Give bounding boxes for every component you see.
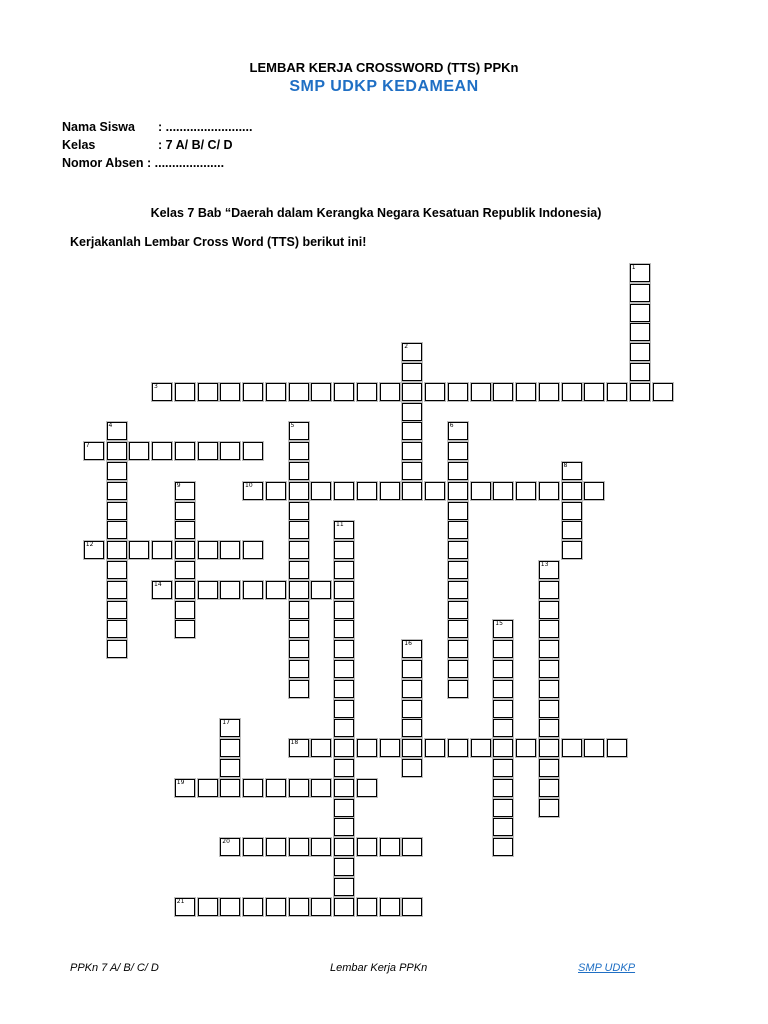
crossword-cell[interactable] xyxy=(630,383,650,401)
crossword-cell[interactable] xyxy=(402,898,422,916)
crossword-cell[interactable] xyxy=(630,284,650,302)
crossword-cell[interactable] xyxy=(539,620,559,638)
crossword-cell[interactable] xyxy=(380,838,400,856)
crossword-cell[interactable] xyxy=(516,383,536,401)
crossword-cell[interactable] xyxy=(289,561,309,579)
crossword-cell[interactable] xyxy=(630,323,650,341)
clue-number: 9 xyxy=(176,481,181,489)
crossword-cell[interactable] xyxy=(334,640,354,658)
crossword-cell[interactable] xyxy=(357,898,377,916)
crossword-cell[interactable] xyxy=(539,482,559,500)
crossword-cell[interactable] xyxy=(562,502,582,520)
crossword-cell[interactable] xyxy=(493,739,513,757)
crossword-cell[interactable] xyxy=(175,561,195,579)
footer-center: Lembar Kerja PPKn xyxy=(330,962,428,974)
crossword-cell[interactable] xyxy=(198,442,218,460)
clue-number: 6 xyxy=(449,422,454,430)
crossword-cell[interactable] xyxy=(539,719,559,737)
crossword-cell[interactable] xyxy=(289,660,309,678)
crossword-cell[interactable] xyxy=(289,898,309,916)
crossword-cell[interactable] xyxy=(402,343,422,361)
crossword-cell[interactable] xyxy=(562,541,582,559)
crossword-cell[interactable] xyxy=(402,363,422,381)
crossword-cell[interactable] xyxy=(152,541,172,559)
crossword-cell[interactable] xyxy=(289,620,309,638)
crossword-cell[interactable] xyxy=(516,739,536,757)
crossword-cell[interactable] xyxy=(607,739,627,757)
crossword-cell[interactable] xyxy=(402,640,422,658)
crossword-cell[interactable] xyxy=(243,779,263,797)
crossword-cell[interactable] xyxy=(380,482,400,500)
crossword-cell[interactable] xyxy=(630,343,650,361)
crossword-cell[interactable] xyxy=(243,442,263,460)
student-name-label: Nama Siswa xyxy=(62,120,135,134)
crossword-cell[interactable] xyxy=(357,739,377,757)
crossword-cell[interactable] xyxy=(266,779,286,797)
crossword-cell[interactable] xyxy=(107,601,127,619)
crossword-cell[interactable] xyxy=(175,482,195,500)
clue-number: 17 xyxy=(222,719,230,727)
clue-number: 16 xyxy=(404,640,412,648)
crossword-cell[interactable] xyxy=(448,640,468,658)
crossword-cell[interactable] xyxy=(220,581,240,599)
student-name-value: : ......................... xyxy=(158,120,253,134)
crossword-cell[interactable] xyxy=(448,541,468,559)
clue-number: 11 xyxy=(336,521,344,529)
crossword-cell[interactable] xyxy=(220,838,240,856)
crossword-cell[interactable] xyxy=(289,383,309,401)
clue-number: 1 xyxy=(631,264,636,271)
crossword-cell[interactable] xyxy=(448,581,468,599)
crossword-cell[interactable] xyxy=(84,442,104,460)
crossword-cell[interactable] xyxy=(562,462,582,480)
crossword-cell[interactable] xyxy=(471,739,491,757)
crossword-cell[interactable] xyxy=(471,482,491,500)
crossword-cell[interactable] xyxy=(380,739,400,757)
crossword-cell[interactable] xyxy=(289,640,309,658)
crossword-cell[interactable] xyxy=(311,838,331,856)
crossword-cell[interactable] xyxy=(107,521,127,539)
crossword-cell[interactable] xyxy=(334,660,354,678)
crossword-cell[interactable] xyxy=(289,502,309,520)
clue-number: 14 xyxy=(154,580,162,588)
crossword-cell[interactable] xyxy=(220,779,240,797)
crossword-cell[interactable] xyxy=(493,383,513,401)
clue-number: 3 xyxy=(154,382,158,390)
crossword-cell[interactable] xyxy=(289,462,309,480)
crossword-cell[interactable] xyxy=(493,640,513,658)
crossword-cell[interactable] xyxy=(266,581,286,599)
crossword-cell[interactable] xyxy=(334,561,354,579)
crossword-cell[interactable] xyxy=(630,304,650,322)
crossword-cell[interactable] xyxy=(539,660,559,678)
crossword-cell[interactable] xyxy=(402,660,422,678)
crossword-cell[interactable] xyxy=(334,680,354,698)
crossword-cell[interactable] xyxy=(289,680,309,698)
crossword-cell[interactable] xyxy=(425,383,445,401)
crossword-cell[interactable] xyxy=(311,779,331,797)
crossword-cell[interactable] xyxy=(289,442,309,460)
crossword-cell[interactable] xyxy=(402,759,422,777)
student-name-row xyxy=(62,120,252,134)
crossword-cell[interactable] xyxy=(402,482,422,500)
crossword-cell[interactable] xyxy=(584,383,604,401)
crossword-cell[interactable] xyxy=(539,739,559,757)
crossword-cell[interactable] xyxy=(175,383,195,401)
crossword-cell[interactable] xyxy=(448,660,468,678)
clue-number: 18 xyxy=(290,739,299,747)
crossword-cell[interactable] xyxy=(220,898,240,916)
crossword-cell[interactable] xyxy=(198,898,218,916)
clue-number: 19 xyxy=(176,778,185,786)
crossword-cell[interactable] xyxy=(402,442,422,460)
crossword-cell[interactable] xyxy=(175,620,195,638)
crossword-cell[interactable] xyxy=(289,521,309,539)
crossword-cell[interactable] xyxy=(516,482,536,500)
crossword-cell[interactable] xyxy=(493,700,513,718)
clue-number: 2 xyxy=(404,343,409,351)
clue-number: 10 xyxy=(245,481,253,489)
crossword-cell[interactable] xyxy=(334,799,354,817)
crossword-cell[interactable] xyxy=(243,898,263,916)
crossword-cell[interactable] xyxy=(107,541,127,559)
crossword-cell[interactable] xyxy=(630,264,650,282)
crossword-cell[interactable] xyxy=(311,482,331,500)
crossword-cell[interactable] xyxy=(562,521,582,539)
crossword-cell[interactable] xyxy=(289,581,309,599)
crossword-cell[interactable] xyxy=(334,700,354,718)
crossword-cell[interactable] xyxy=(289,482,309,500)
crossword-cell[interactable] xyxy=(493,838,513,856)
crossword-cell[interactable] xyxy=(266,482,286,500)
crossword-cell[interactable] xyxy=(448,482,468,500)
crossword-cell[interactable] xyxy=(289,601,309,619)
instruction-text: Kerjakanlah Lembar Cross Word (TTS) berikut ini! xyxy=(70,235,367,249)
crossword-cell[interactable] xyxy=(220,383,240,401)
class-label: Kelas xyxy=(62,138,96,152)
crossword-cell[interactable] xyxy=(493,818,513,836)
crossword-cell[interactable] xyxy=(152,383,172,401)
crossword-cell[interactable] xyxy=(357,482,377,500)
crossword-cell[interactable] xyxy=(334,818,354,836)
crossword-cell[interactable] xyxy=(448,502,468,520)
crossword-cell[interactable] xyxy=(84,541,104,559)
crossword-cell[interactable] xyxy=(584,739,604,757)
crossword-cell[interactable] xyxy=(107,620,127,638)
crossword-cell[interactable] xyxy=(289,838,309,856)
clue-number: 20 xyxy=(222,838,230,846)
crossword-cell[interactable] xyxy=(198,779,218,797)
crossword-cell[interactable] xyxy=(539,383,559,401)
crossword-cell[interactable] xyxy=(493,799,513,817)
crossword-cell[interactable] xyxy=(607,383,627,401)
crossword-cell[interactable] xyxy=(334,620,354,638)
crossword-cell[interactable] xyxy=(175,601,195,619)
crossword-cell[interactable] xyxy=(334,383,354,401)
crossword-cell[interactable] xyxy=(562,482,582,500)
crossword-cell[interactable] xyxy=(380,898,400,916)
crossword-cell[interactable] xyxy=(334,719,354,737)
absen-row xyxy=(62,156,224,170)
crossword-cell[interactable] xyxy=(357,838,377,856)
absen-value: : .................... xyxy=(146,156,225,170)
crossword-cell[interactable] xyxy=(493,759,513,777)
crossword-cell[interactable] xyxy=(653,383,673,401)
crossword-cell[interactable] xyxy=(107,482,127,500)
crossword-cell[interactable] xyxy=(334,541,354,559)
crossword-cell[interactable] xyxy=(289,541,309,559)
crossword-cell[interactable] xyxy=(562,383,582,401)
class-row xyxy=(62,138,233,152)
crossword-cell[interactable] xyxy=(243,838,263,856)
crossword-cell[interactable] xyxy=(243,541,263,559)
crossword-cell[interactable] xyxy=(220,442,240,460)
class-value: : 7 A/ B/ C/ D xyxy=(158,138,233,152)
crossword-cell[interactable] xyxy=(539,680,559,698)
crossword-cell[interactable] xyxy=(471,383,491,401)
crossword-cell[interactable] xyxy=(539,700,559,718)
crossword-cell[interactable] xyxy=(220,541,240,559)
crossword-cell[interactable] xyxy=(448,422,468,440)
crossword-cell[interactable] xyxy=(107,442,127,460)
crossword-cell[interactable] xyxy=(448,680,468,698)
crossword-cell[interactable] xyxy=(220,719,240,737)
crossword-cell[interactable] xyxy=(334,779,354,797)
crossword-cell[interactable] xyxy=(425,739,445,757)
subject-line: Kelas 7 Bab “Daerah dalam Kerangka Negara Kesatuan Republik Indonesia) xyxy=(150,206,602,220)
crossword-cell[interactable] xyxy=(311,383,331,401)
crossword-cell[interactable] xyxy=(493,719,513,737)
clue-number: 5 xyxy=(290,422,295,430)
crossword-cell[interactable] xyxy=(539,581,559,599)
crossword-cell[interactable] xyxy=(493,660,513,678)
crossword-cell[interactable] xyxy=(448,601,468,619)
crossword-cell[interactable] xyxy=(129,442,149,460)
clue-number: 13 xyxy=(540,561,549,568)
crossword-cell[interactable] xyxy=(266,838,286,856)
crossword-cell[interactable] xyxy=(311,898,331,916)
crossword-cell[interactable] xyxy=(448,383,468,401)
crossword-cell[interactable] xyxy=(107,422,127,440)
crossword-cell[interactable] xyxy=(448,561,468,579)
worksheet-title: LEMBAR KERJA CROSSWORD (TTS) PPKn xyxy=(249,60,519,75)
crossword-cell[interactable] xyxy=(334,858,354,876)
crossword-cell[interactable] xyxy=(289,739,309,757)
crossword-cell[interactable] xyxy=(448,462,468,480)
school-name: SMP UDKP KEDAMEAN xyxy=(289,78,479,95)
crossword-cell[interactable] xyxy=(243,581,263,599)
crossword-cell[interactable] xyxy=(198,581,218,599)
crossword-cell[interactable] xyxy=(243,383,263,401)
crossword-cell[interactable] xyxy=(266,898,286,916)
clue-number: 4 xyxy=(108,422,113,430)
crossword-cell[interactable] xyxy=(380,383,400,401)
crossword-cell[interactable] xyxy=(402,422,422,440)
crossword-cell[interactable] xyxy=(539,561,559,579)
crossword-cell[interactable] xyxy=(402,739,422,757)
crossword-cell[interactable] xyxy=(334,581,354,599)
crossword-cell[interactable] xyxy=(584,482,604,500)
crossword-cell[interactable] xyxy=(175,541,195,559)
clue-number: 8 xyxy=(563,462,568,469)
crossword-cell[interactable] xyxy=(425,482,445,500)
crossword-cell[interactable] xyxy=(493,482,513,500)
crossword-cell[interactable] xyxy=(448,739,468,757)
crossword-cell[interactable] xyxy=(198,383,218,401)
crossword-cell[interactable] xyxy=(107,581,127,599)
crossword-cell[interactable] xyxy=(334,878,354,896)
crossword-cell[interactable] xyxy=(334,898,354,916)
crossword-cell[interactable] xyxy=(289,422,309,440)
crossword-cell[interactable] xyxy=(334,838,354,856)
crossword-cell[interactable] xyxy=(220,759,240,777)
crossword-cell[interactable] xyxy=(539,640,559,658)
crossword-cell[interactable] xyxy=(334,759,354,777)
crossword-cell[interactable] xyxy=(539,601,559,619)
crossword-cell[interactable] xyxy=(107,561,127,579)
crossword-cell[interactable] xyxy=(493,680,513,698)
crossword-cell[interactable] xyxy=(107,502,127,520)
crossword-cell[interactable] xyxy=(311,581,331,599)
crossword-cell[interactable] xyxy=(539,799,559,817)
crossword-cell[interactable] xyxy=(243,482,263,500)
crossword-cell[interactable] xyxy=(175,521,195,539)
crossword-cell[interactable] xyxy=(175,581,195,599)
crossword-cell[interactable] xyxy=(175,779,195,797)
clue-number: 12 xyxy=(85,541,94,549)
crossword-cell[interactable] xyxy=(630,363,650,381)
crossword-cell[interactable] xyxy=(448,442,468,460)
crossword-cell[interactable] xyxy=(448,521,468,539)
crossword-cell[interactable] xyxy=(107,462,127,480)
crossword-cell[interactable] xyxy=(266,383,286,401)
crossword-cell[interactable] xyxy=(539,759,559,777)
crossword-cell[interactable] xyxy=(107,640,127,658)
crossword-cell[interactable] xyxy=(402,462,422,480)
crossword-cell[interactable] xyxy=(402,383,422,401)
crossword-cell[interactable] xyxy=(152,581,172,599)
crossword-cell[interactable] xyxy=(493,779,513,797)
crossword-cell[interactable] xyxy=(402,838,422,856)
crossword-cell[interactable] xyxy=(334,739,354,757)
crossword-cell[interactable] xyxy=(220,739,240,757)
crossword-cell[interactable] xyxy=(357,383,377,401)
crossword-cell[interactable] xyxy=(562,739,582,757)
crossword-cell[interactable] xyxy=(175,442,195,460)
crossword-cell[interactable] xyxy=(357,779,377,797)
crossword-cell[interactable] xyxy=(289,779,309,797)
clue-number: 21 xyxy=(176,897,185,905)
crossword-cell[interactable] xyxy=(402,719,422,737)
absen-label: Nomor Absen xyxy=(62,156,144,170)
clue-number: 15 xyxy=(495,620,503,628)
crossword-cell[interactable] xyxy=(448,620,468,638)
footer-left: PPKn 7 A/ B/ C/ D xyxy=(70,962,159,974)
crossword-cell[interactable] xyxy=(334,601,354,619)
crossword-cell[interactable] xyxy=(129,541,149,559)
crossword-cell[interactable] xyxy=(334,521,354,539)
crossword-cell[interactable] xyxy=(175,898,195,916)
crossword-cell[interactable] xyxy=(334,482,354,500)
crossword-cell[interactable] xyxy=(493,620,513,638)
footer-link[interactable]: SMP UDKP xyxy=(578,962,636,974)
crossword-cell[interactable] xyxy=(152,442,172,460)
crossword-cell[interactable] xyxy=(311,739,331,757)
crossword-cell[interactable] xyxy=(175,502,195,520)
crossword-cell[interactable] xyxy=(402,680,422,698)
crossword-cell[interactable] xyxy=(402,403,422,421)
clue-number: 7 xyxy=(85,442,90,450)
crossword-cell[interactable] xyxy=(539,779,559,797)
crossword-cell[interactable] xyxy=(198,541,218,559)
crossword-cell[interactable] xyxy=(402,700,422,718)
